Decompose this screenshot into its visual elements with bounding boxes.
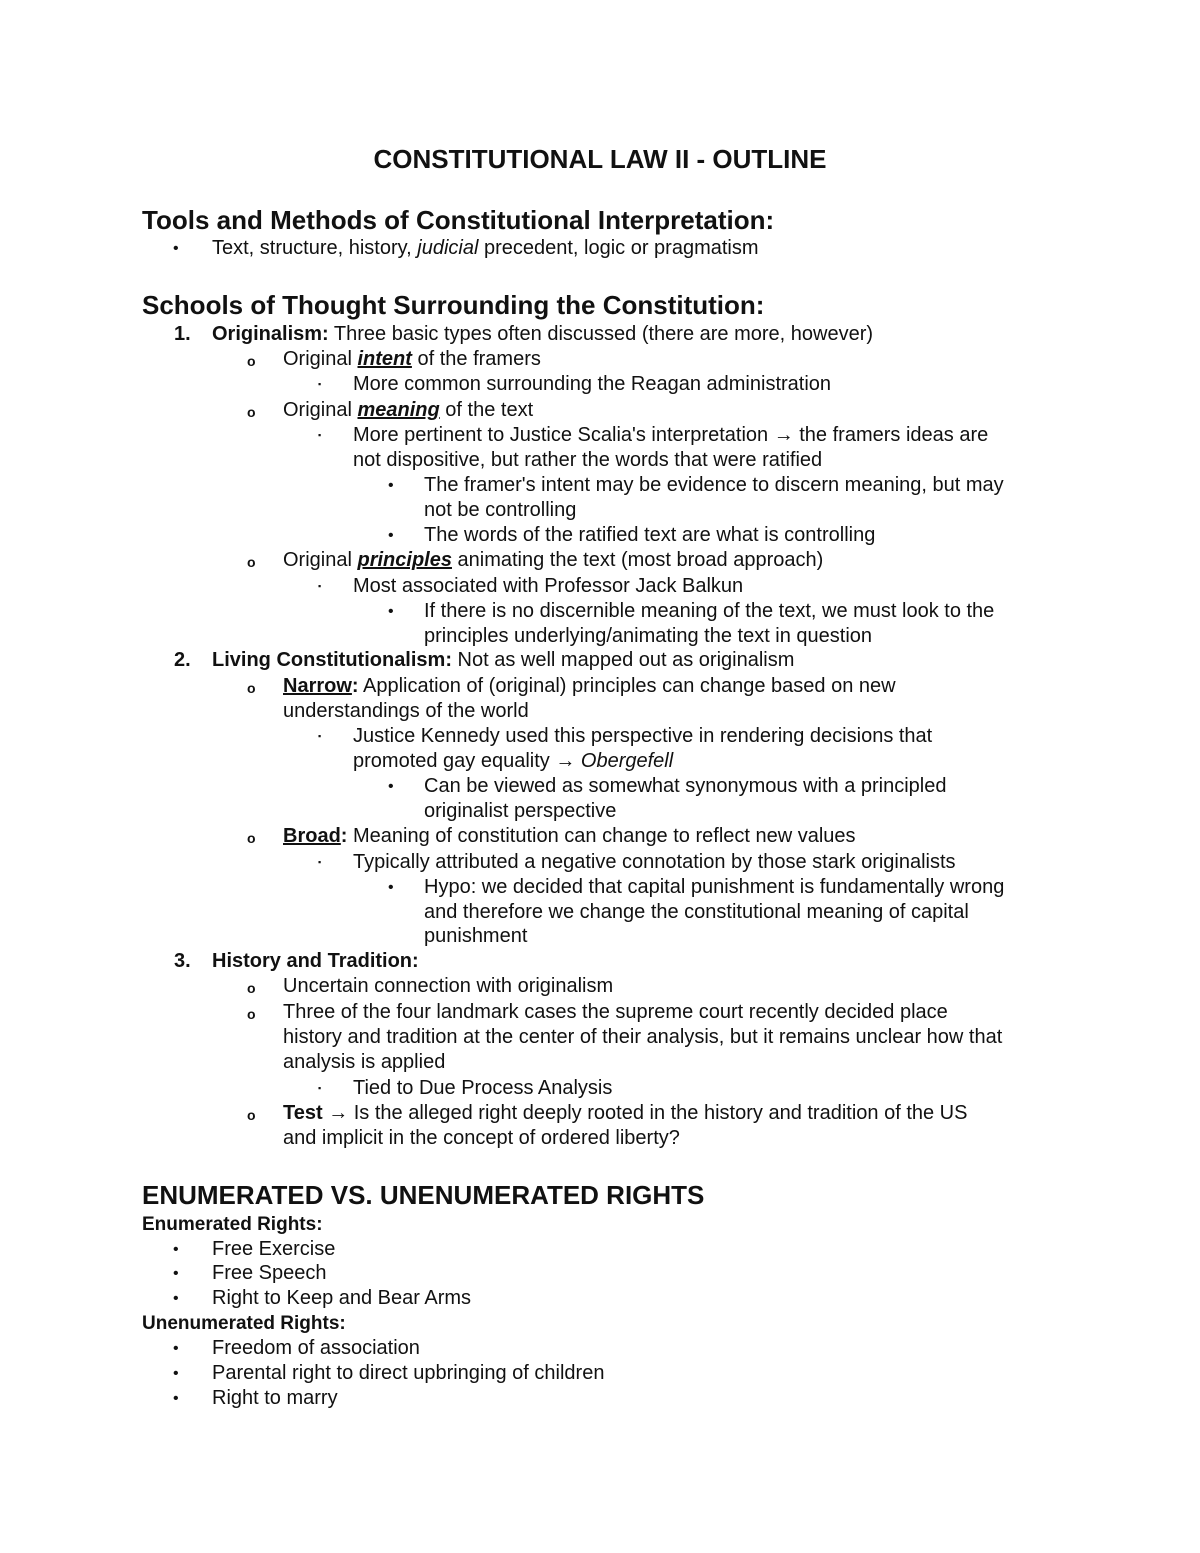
discernible-line-2: principles underlying/animating the text in question [424,625,873,647]
uncertain-connection-item: Uncertain connection with originalism [283,975,614,997]
original-principles-item: Original principles animating the text (most broad approach) [283,549,824,571]
history-tradition-item: History and Tradition: [212,950,419,972]
bullet-marker: • [173,1390,179,1407]
bullet-marker: • [388,778,394,795]
circle-marker: o [247,404,256,420]
synonymous-line-1: Can be viewed as somewhat synonymous with a principled [424,775,947,797]
negative-connotation-item: Typically attributed a negative connotation by those stark originalists [353,851,956,873]
bullet-marker: • [173,1265,179,1282]
bullet-marker: • [388,477,394,494]
hypo-line-1: Hypo: we decided that capital punishment is fundamentally wrong [424,876,1005,898]
circle-marker: o [247,554,256,570]
bullet-marker: • [173,1340,179,1357]
living-constitutionalism-item: Living Constitutionalism: Not as well mapped out as originalism [212,649,795,671]
framer-intent-line-1: The framer's intent may be evidence to discern meaning, but may [424,474,1004,496]
bullet-marker: • [173,1290,179,1307]
original-meaning-item: Original meaning of the text [283,399,534,421]
scalia-line-2: not dispositive, but rather the words that were ratified [353,449,823,471]
bullet-marker: • [173,240,179,257]
list-number: 3. [174,950,191,972]
scalia-line-1: More pertinent to Justice Scalia's interpretation → the framers ideas are [353,424,989,446]
broad-line-1: Broad: Meaning of constitution can change to reflect new values [283,825,856,847]
circle-marker: o [247,353,256,369]
originalism-item: Originalism: Three basic types often discussed (there are more, however) [212,323,874,345]
unenumerated-item: Parental right to direct upbringing of children [212,1362,605,1384]
enumerated-heading: Enumerated Rights: [142,1214,323,1235]
square-marker: ▪ [318,857,322,867]
rights-heading: ENUMERATED VS. UNENUMERATED RIGHTS [142,1180,705,1210]
synonymous-line-2: originalist perspective [424,800,617,822]
bullet-marker: • [173,1365,179,1382]
unenumerated-item: Freedom of association [212,1337,420,1359]
enumerated-item: Free Exercise [212,1238,336,1260]
hypo-line-2: and therefore we change the constitutional meaning of capital [424,901,969,923]
square-marker: ▪ [318,581,322,591]
page-title: CONSTITUTIONAL LAW II - OUTLINE [373,144,827,174]
narrow-line-1: Narrow: Application of (original) principles can change based on new [283,675,896,697]
square-marker: ▪ [318,731,322,741]
unenumerated-item: Right to marry [212,1387,338,1409]
tools-item: Text, structure, history, judicial precedent, logic or pragmatism [212,237,759,259]
reagan-item: More common surrounding the Reagan administration [353,373,832,395]
schools-heading: Schools of Thought Surrounding the Constitution: [142,290,765,320]
list-number: 1. [174,323,191,345]
bullet-marker: • [173,1241,179,1258]
test-line-2: and implicit in the concept of ordered liberty? [283,1127,680,1149]
test-line-1: Test → Is the alleged right deeply rooted in the history and tradition of the US [283,1102,968,1124]
circle-marker: o [247,680,256,696]
due-process-item: Tied to Due Process Analysis [353,1077,613,1099]
kennedy-line-1: Justice Kennedy used this perspective in rendering decisions that [353,725,933,747]
discernible-line-1: If there is no discernible meaning of the text, we must look to the [424,600,995,622]
original-intent-item: Original intent of the framers [283,348,541,370]
landmark-line-3: analysis is applied [283,1051,446,1073]
tools-heading: Tools and Methods of Constitutional Interpretation: [142,205,775,235]
framer-intent-line-2: not be controlling [424,499,577,521]
ratified-text-item: The words of the ratified text are what is controlling [424,524,876,546]
square-marker: ▪ [318,379,322,389]
square-marker: ▪ [318,430,322,440]
bullet-marker: • [388,879,394,896]
unenumerated-heading: Unenumerated Rights: [142,1313,346,1334]
enumerated-item: Right to Keep and Bear Arms [212,1287,472,1309]
bullet-marker: • [388,527,394,544]
circle-marker: o [247,830,256,846]
circle-marker: o [247,1107,256,1123]
enumerated-item: Free Speech [212,1262,327,1284]
narrow-line-2: understandings of the world [283,700,529,722]
circle-marker: o [247,1006,256,1022]
balkun-item: Most associated with Professor Jack Balkun [353,575,744,597]
bullet-marker: • [388,603,394,620]
landmark-line-1: Three of the four landmark cases the supreme court recently decided place [283,1001,948,1023]
list-number: 2. [174,649,191,671]
hypo-line-3: punishment [424,925,528,947]
square-marker: ▪ [318,1083,322,1093]
kennedy-line-2: promoted gay equality → Obergefell [353,750,674,772]
circle-marker: o [247,980,256,996]
landmark-line-2: history and tradition at the center of their analysis, but it remains unclear how that [283,1026,1003,1048]
